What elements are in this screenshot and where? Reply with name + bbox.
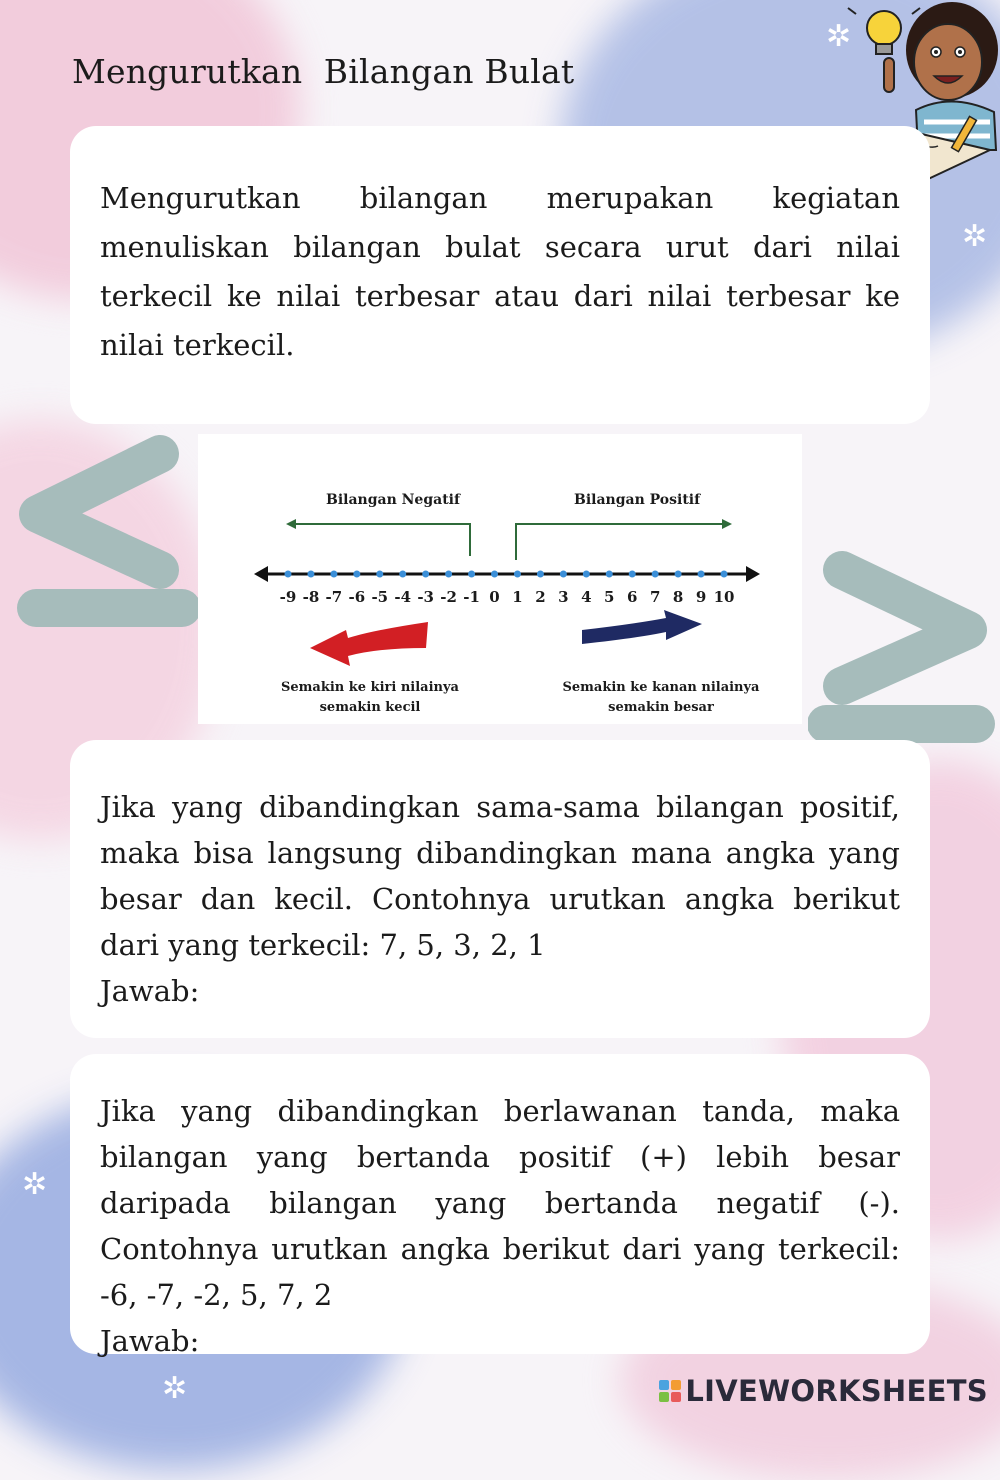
number-line-tick bbox=[698, 571, 705, 578]
right-caption-line-1: Semakin ke kanan nilainya bbox=[562, 680, 760, 695]
tick-label: -3 bbox=[417, 588, 434, 606]
right-caption bbox=[556, 678, 766, 718]
number-line-tick bbox=[491, 571, 498, 578]
liveworksheets-logo bbox=[659, 1374, 988, 1408]
number-line-tick bbox=[399, 571, 406, 578]
logo-text: LIVEWORKSHEETS bbox=[685, 1374, 988, 1408]
tick-label: 3 bbox=[558, 588, 569, 606]
number-line-tick bbox=[606, 571, 613, 578]
tick-label: -7 bbox=[325, 588, 343, 606]
tick-label: 0 bbox=[489, 588, 500, 606]
number-line-tick bbox=[330, 571, 337, 578]
tick-label: -1 bbox=[463, 588, 480, 606]
number-line-tick bbox=[537, 571, 544, 578]
example2-answer-row bbox=[100, 1318, 900, 1364]
number-line-tick bbox=[376, 571, 383, 578]
intro-card bbox=[70, 126, 930, 424]
less-equal-symbol bbox=[12, 432, 202, 632]
number-line-figure bbox=[198, 434, 802, 724]
number-line-tick bbox=[721, 571, 728, 578]
left-caption-line-1: Semakin ke kiri nilainya bbox=[281, 680, 459, 695]
sparkle-icon: ✲ bbox=[22, 1167, 48, 1202]
tick-label: 7 bbox=[649, 588, 661, 606]
liveworksheets-logo-icon bbox=[659, 1380, 681, 1402]
number-line-tick bbox=[560, 571, 567, 578]
example1-answer-label: Jawab: bbox=[100, 974, 200, 1008]
tick-label: 8 bbox=[672, 588, 684, 606]
tick-label: -6 bbox=[348, 588, 366, 606]
left-caption bbox=[260, 678, 480, 718]
tick-label: -9 bbox=[279, 588, 297, 606]
example1-answer-input[interactable] bbox=[209, 977, 853, 1009]
example1-answer-row bbox=[100, 968, 900, 1014]
number-line-tick bbox=[307, 571, 314, 578]
number-line-tick bbox=[353, 571, 360, 578]
example1-card bbox=[70, 740, 930, 1038]
tick-labels bbox=[198, 588, 802, 610]
tick-label: 2 bbox=[535, 588, 546, 606]
number-line-tick bbox=[422, 571, 429, 578]
number-line-tick bbox=[468, 571, 475, 578]
example2-card bbox=[70, 1054, 930, 1358]
tick-label: 1 bbox=[512, 588, 523, 606]
number-line-tick bbox=[675, 571, 682, 578]
number-line-tick bbox=[285, 571, 292, 578]
tick-label: -5 bbox=[371, 588, 389, 606]
page-title: Mengurutkan Bilangan Bulat bbox=[72, 52, 575, 91]
tick-label: 9 bbox=[695, 588, 707, 606]
left-caption-line-2: semakin kecil bbox=[319, 700, 421, 715]
example2-answer-input[interactable] bbox=[209, 1327, 853, 1359]
tick-label: -2 bbox=[440, 588, 457, 606]
number-line-tick bbox=[445, 571, 452, 578]
intro-text: Mengurutkan bilangan merupakan kegiatan menuliskan bilangan bulat secara urut dari nilai terkecil ke nilai terbesar atau dari nilai terbesar ke nilai terkecil. bbox=[100, 181, 900, 362]
right-caption-line-2: semakin besar bbox=[608, 700, 714, 715]
sparkle-icon: ✲ bbox=[162, 1371, 188, 1406]
positive-label: Bilangan Positif bbox=[574, 492, 701, 508]
tick-label: 10 bbox=[713, 588, 735, 606]
example2-answer-label: Jawab: bbox=[100, 1324, 200, 1358]
example2-text: Jika yang dibandingkan berlawanan tanda, maka bilangan yang bertanda positif (+) lebih besar daripada bilangan yang bertanda negatif (-). Contohnya urutkan angka berikut dari yang terkecil: -6, -7, -2, 5, 7, 2 bbox=[100, 1094, 900, 1312]
example1-text: Jika yang dibandingkan sama-sama bilangan positif, maka bisa langsung dibandingkan mana angka yang besar dan kecil. Contohnya urutkan angka berikut dari yang terkecil: 7, 5, 3, 2, 1 bbox=[100, 790, 900, 962]
tick-label: -8 bbox=[302, 588, 320, 606]
tick-label: -4 bbox=[394, 588, 412, 606]
sparkle-icon: ✲ bbox=[962, 219, 988, 254]
number-line-tick bbox=[629, 571, 636, 578]
sparkle-icon: ✲ bbox=[826, 19, 852, 54]
number-line-tick bbox=[583, 571, 590, 578]
number-line-tick bbox=[652, 571, 659, 578]
number-line-tick bbox=[514, 571, 521, 578]
tick-label: 4 bbox=[581, 588, 592, 606]
greater-equal-symbol bbox=[808, 548, 998, 748]
tick-label: 6 bbox=[626, 588, 638, 606]
negative-label: Bilangan Negatif bbox=[326, 492, 461, 508]
tick-label: 5 bbox=[604, 588, 615, 606]
